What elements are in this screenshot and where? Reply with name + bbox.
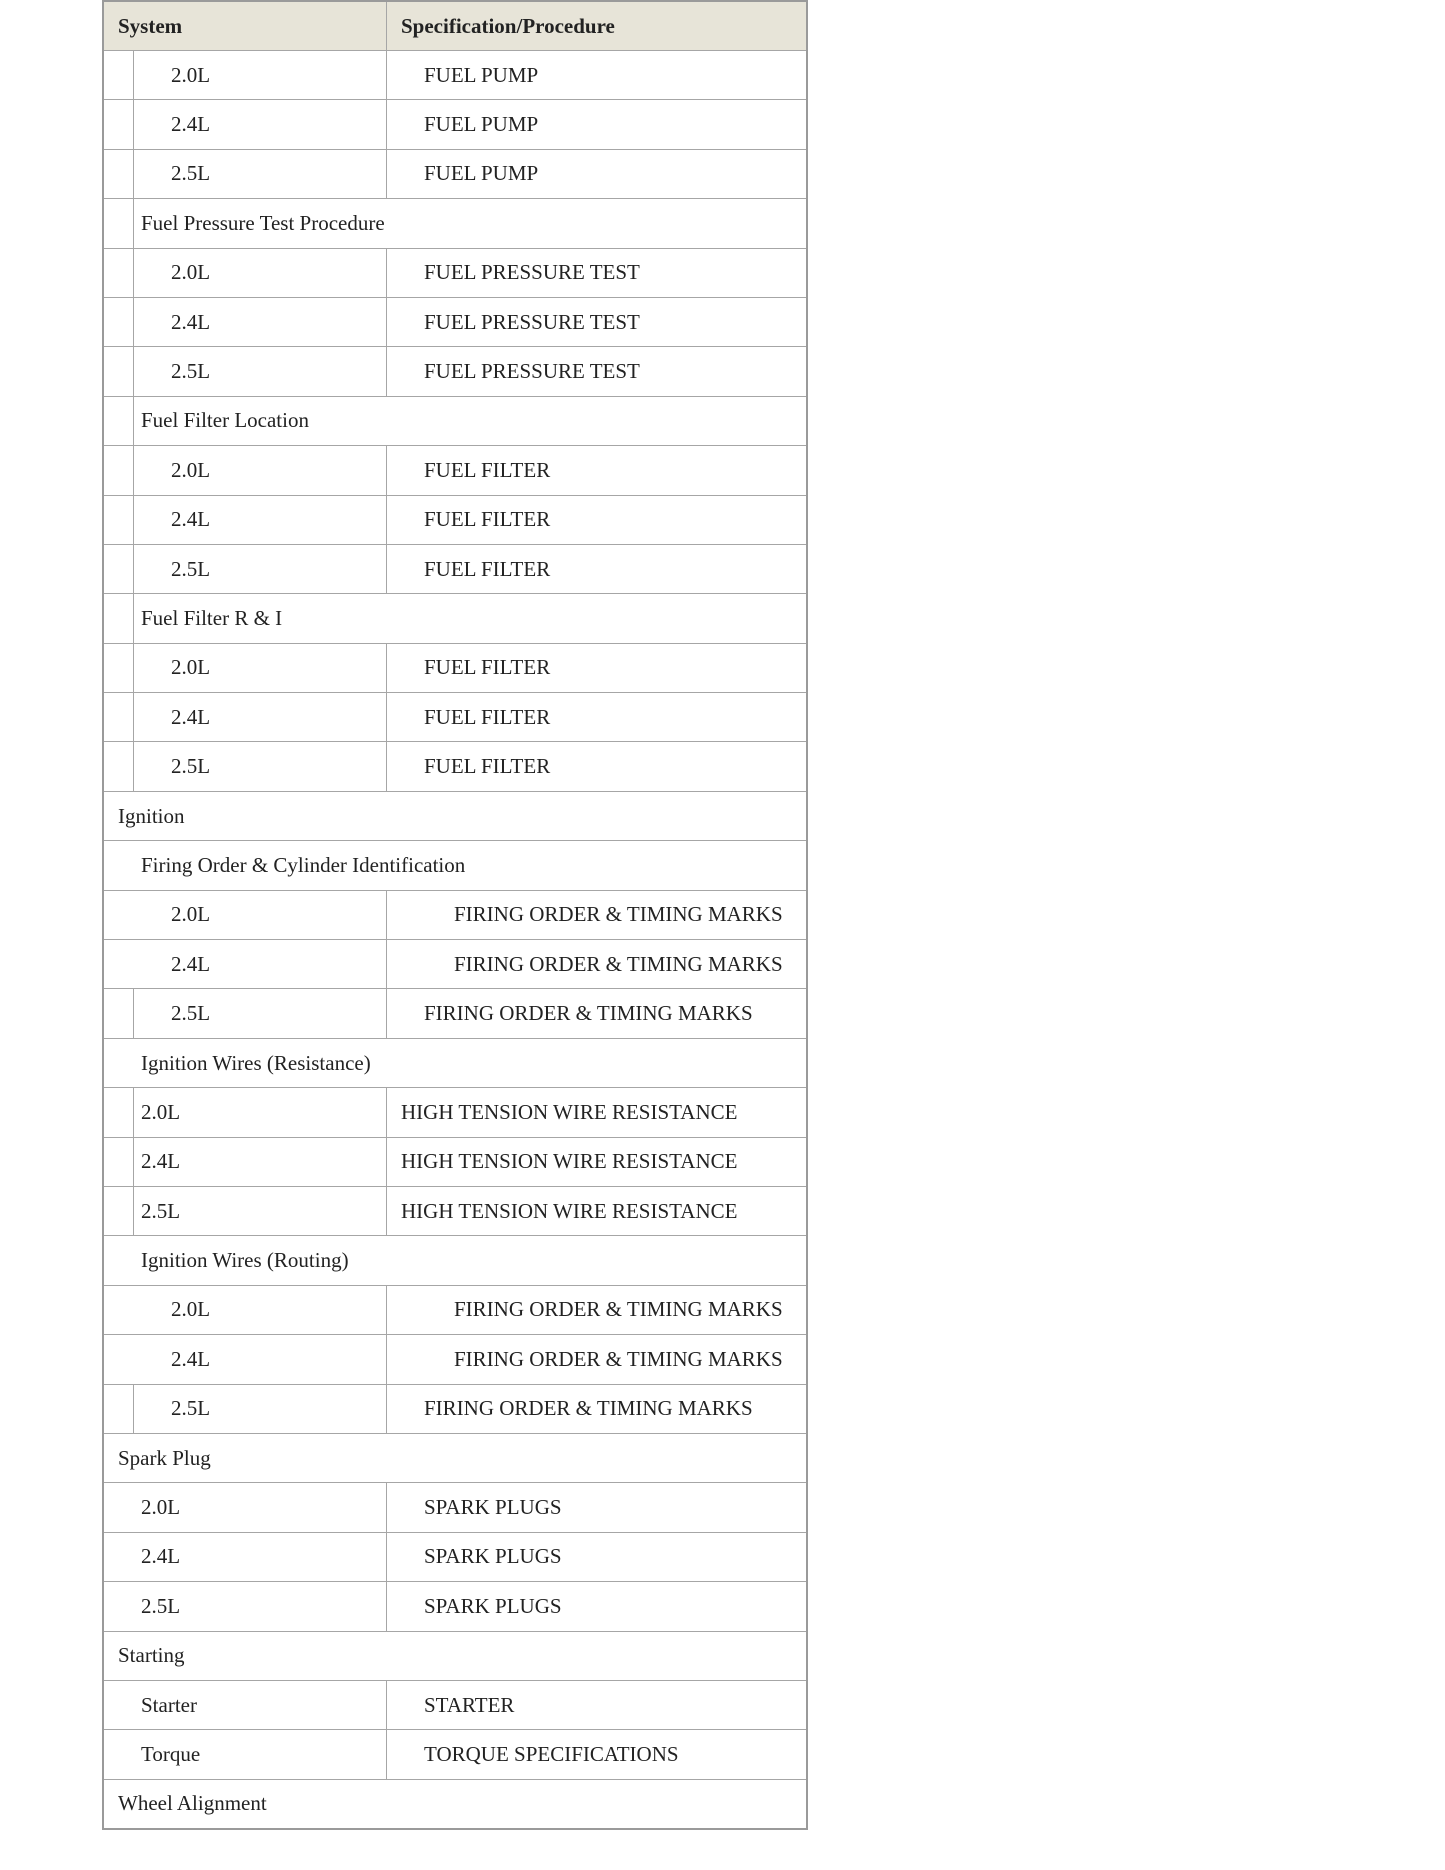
- table-row: [104, 939, 806, 988]
- table-row: [104, 445, 806, 494]
- spec-cell: FIRING ORDER & TIMING MARKS: [454, 1297, 783, 1322]
- spec-cell: FUEL PUMP: [424, 62, 539, 87]
- table-row: [104, 692, 806, 741]
- spec-cell: HIGH TENSION WIRE RESISTANCE: [401, 1099, 738, 1124]
- indent-gutter: [104, 1088, 134, 1136]
- section-label: Fuel Filter R & I: [141, 605, 283, 630]
- section-label: Ignition Wires (Resistance): [141, 1050, 371, 1075]
- spec-cell: FIRING ORDER & TIMING MARKS: [424, 1001, 753, 1026]
- table-row: [104, 1581, 806, 1630]
- section-row: [104, 1433, 806, 1482]
- section-row: [104, 1779, 806, 1828]
- spec-cell: HIGH TENSION WIRE RESISTANCE: [401, 1198, 738, 1223]
- spec-cell: SPARK PLUGS: [424, 1593, 562, 1618]
- spec-cell: FUEL FILTER: [424, 457, 551, 482]
- indent-gutter: [104, 989, 134, 1037]
- section-row: [104, 1235, 806, 1284]
- table-row: [104, 346, 806, 395]
- section-label: Fuel Filter Location: [141, 408, 309, 433]
- table-row: [104, 988, 806, 1037]
- system-cell: Torque: [141, 1741, 201, 1766]
- spec-cell: FUEL PRESSURE TEST: [424, 359, 640, 384]
- system-cell: 2.4L: [141, 1544, 181, 1569]
- section-label: Wheel Alignment: [118, 1791, 267, 1816]
- spec-cell: FUEL FILTER: [424, 556, 551, 581]
- system-cell: 2.0L: [171, 1297, 211, 1322]
- table-row: [104, 1186, 806, 1235]
- table-row: [104, 1729, 806, 1778]
- table-row: [104, 50, 806, 99]
- indent-gutter: [104, 1385, 134, 1433]
- system-cell: 2.4L: [171, 951, 211, 976]
- table-row: [104, 1137, 806, 1186]
- spec-cell: FUEL PRESSURE TEST: [424, 309, 640, 334]
- indent-gutter: [104, 644, 134, 692]
- table-row: [104, 1532, 806, 1581]
- table-row: [104, 1285, 806, 1334]
- section-label: Ignition Wires (Routing): [141, 1248, 349, 1273]
- indent-gutter: [104, 1187, 134, 1235]
- section-label: Starting: [118, 1643, 185, 1668]
- section-row: [104, 1038, 806, 1087]
- indent-gutter: [104, 249, 134, 297]
- indent-gutter: [104, 150, 134, 198]
- table-row: [104, 149, 806, 198]
- spec-cell: FUEL FILTER: [424, 704, 551, 729]
- section-label: Ignition: [118, 803, 185, 828]
- table-row: [104, 544, 806, 593]
- system-cell: 2.5L: [171, 754, 211, 779]
- spec-table: [102, 0, 808, 1830]
- spec-cell: FIRING ORDER & TIMING MARKS: [424, 1396, 753, 1421]
- section-label: Fuel Pressure Test Procedure: [141, 210, 385, 235]
- table-row: [104, 248, 806, 297]
- indent-gutter: [104, 545, 134, 593]
- system-cell: 2.0L: [171, 62, 211, 87]
- indent-gutter: [104, 446, 134, 494]
- table-row: [104, 99, 806, 148]
- system-cell: 2.5L: [141, 1198, 181, 1223]
- header-specification: Specification/Procedure: [401, 13, 615, 38]
- system-cell: 2.4L: [171, 704, 211, 729]
- section-row: [104, 791, 806, 840]
- section-row: [104, 1631, 806, 1680]
- table-row: [104, 1680, 806, 1729]
- spec-cell: FIRING ORDER & TIMING MARKS: [454, 1346, 783, 1371]
- system-cell: 2.5L: [171, 556, 211, 581]
- indent-gutter: [104, 594, 134, 642]
- table-row: [104, 1087, 806, 1136]
- system-cell: 2.0L: [171, 655, 211, 680]
- section-label: Firing Order & Cylinder Identification: [141, 852, 466, 877]
- section-row: [104, 396, 806, 445]
- system-cell: 2.0L: [141, 1495, 181, 1520]
- table-row: [104, 1334, 806, 1383]
- spec-cell: FUEL PUMP: [424, 161, 539, 186]
- table-row: [104, 1384, 806, 1433]
- table-row: [104, 297, 806, 346]
- system-cell: Starter: [141, 1692, 197, 1717]
- system-cell: 2.4L: [171, 1346, 211, 1371]
- spec-cell: STARTER: [424, 1692, 515, 1717]
- spec-cell: FUEL FILTER: [424, 754, 551, 779]
- system-cell: 2.0L: [171, 260, 211, 285]
- section-label: Spark Plug: [118, 1445, 211, 1470]
- header-system: System: [118, 13, 183, 38]
- table-row: [104, 643, 806, 692]
- indent-gutter: [104, 1138, 134, 1186]
- table-row: [104, 495, 806, 544]
- indent-gutter: [104, 397, 134, 445]
- indent-gutter: [104, 199, 134, 247]
- system-cell: 2.5L: [171, 1396, 211, 1421]
- system-cell: 2.0L: [141, 1099, 181, 1124]
- section-row: [104, 198, 806, 247]
- spec-cell: SPARK PLUGS: [424, 1495, 562, 1520]
- section-row: [104, 593, 806, 642]
- indent-gutter: [104, 100, 134, 148]
- section-row: [104, 840, 806, 889]
- system-cell: 2.0L: [171, 457, 211, 482]
- indent-gutter: [104, 51, 134, 99]
- spec-cell: HIGH TENSION WIRE RESISTANCE: [401, 1149, 738, 1174]
- spec-cell: FUEL PUMP: [424, 112, 539, 137]
- indent-gutter: [104, 298, 134, 346]
- spec-cell: FIRING ORDER & TIMING MARKS: [454, 951, 783, 976]
- table-row: [104, 1482, 806, 1531]
- system-cell: 2.5L: [171, 1001, 211, 1026]
- spec-cell: FUEL FILTER: [424, 655, 551, 680]
- system-cell: 2.5L: [171, 161, 211, 186]
- indent-gutter: [104, 347, 134, 395]
- system-cell: 2.4L: [171, 507, 211, 532]
- spec-cell: FUEL PRESSURE TEST: [424, 260, 640, 285]
- indent-gutter: [104, 693, 134, 741]
- table-header-row: [104, 0, 806, 50]
- system-cell: 2.5L: [141, 1593, 181, 1618]
- indent-gutter: [104, 742, 134, 790]
- spec-cell: TORQUE SPECIFICATIONS: [424, 1741, 679, 1766]
- table-row: [104, 741, 806, 790]
- table-row: [104, 890, 806, 939]
- spec-cell: SPARK PLUGS: [424, 1544, 562, 1569]
- indent-gutter: [104, 496, 134, 544]
- system-cell: 2.4L: [171, 112, 211, 137]
- spec-cell: FUEL FILTER: [424, 507, 551, 532]
- system-cell: 2.4L: [171, 309, 211, 334]
- system-cell: 2.4L: [141, 1149, 181, 1174]
- spec-cell: FIRING ORDER & TIMING MARKS: [454, 902, 783, 927]
- system-cell: 2.0L: [171, 902, 211, 927]
- system-cell: 2.5L: [171, 359, 211, 384]
